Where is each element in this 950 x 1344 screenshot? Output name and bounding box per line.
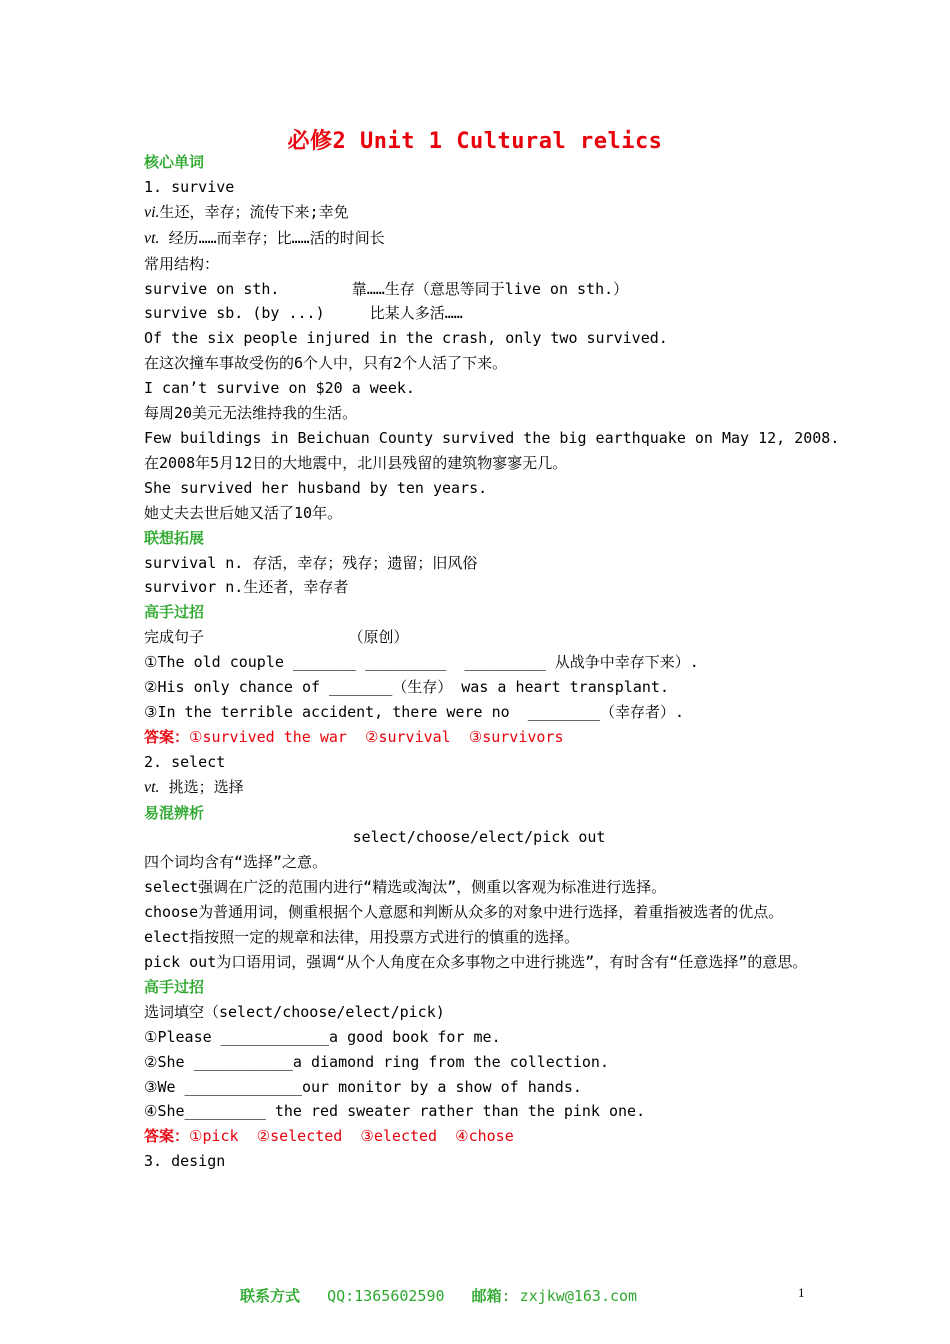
text-line bbox=[144, 1149, 814, 1174]
text-line bbox=[144, 575, 814, 600]
text-line bbox=[144, 476, 814, 501]
page-number: 1 bbox=[798, 1285, 805, 1300]
page-title: 必修2 Unit 1 Cultural relics bbox=[287, 129, 663, 154]
line-text: 每周20美元无法维持我的生活。 bbox=[144, 404, 358, 423]
text-line bbox=[144, 775, 814, 801]
answer-line bbox=[144, 1124, 814, 1149]
section-heading bbox=[144, 150, 814, 175]
part-of-speech: vt. bbox=[144, 229, 160, 247]
line-text: 核心单词 bbox=[144, 153, 205, 171]
text-line bbox=[144, 875, 814, 900]
text-line bbox=[144, 451, 814, 476]
footer-contact bbox=[240, 1285, 637, 1306]
line-text: 选词填空（select/choose/elect/pick) bbox=[144, 1002, 445, 1021]
line-text: survive on sth. 靠……生存（意思等同于live on sth.） bbox=[144, 279, 629, 298]
text-line bbox=[144, 501, 814, 526]
footer-email: : zxjkw@163.com bbox=[501, 1287, 638, 1305]
text-line bbox=[144, 226, 814, 252]
line-text: 2. select bbox=[144, 752, 226, 771]
line-text: She survived her husband by ten years. bbox=[144, 478, 488, 497]
line-text: ①Please ____________a good book for me. bbox=[144, 1027, 501, 1046]
line-text: 经历……而幸存；比……活的时间长 bbox=[159, 228, 385, 247]
line-text: 1. survive bbox=[144, 177, 235, 196]
line-text: survive sb. (by ...) 比某人多活…… bbox=[144, 304, 463, 323]
line-text: ①survived the war ②survival ③survivors bbox=[189, 727, 564, 746]
section-heading bbox=[144, 600, 814, 625]
text-line bbox=[144, 825, 814, 850]
text-line bbox=[144, 200, 814, 226]
part-of-speech: vt. bbox=[144, 778, 160, 796]
text-line bbox=[144, 426, 840, 451]
text-line bbox=[144, 551, 814, 576]
line-text: ②His only chance of _______（生存） was a heart transplant. bbox=[144, 678, 669, 697]
line-text: 高手过招 bbox=[144, 603, 205, 622]
text-line bbox=[144, 950, 814, 975]
line-text: survival n. 存活，幸存；残存；遗留；旧风俗 bbox=[144, 553, 478, 572]
line-text: Of the six people injured in the crash, only two survived. bbox=[144, 329, 668, 348]
text-line bbox=[144, 625, 814, 650]
line-text: ②She ___________a diamond ring from the collection. bbox=[144, 1052, 609, 1071]
line-text: pick out为口语用词，强调“从个人角度在众多事物之中进行挑选”，有时含有“任意选择”的意思。 bbox=[144, 953, 808, 971]
text-line bbox=[144, 1025, 814, 1050]
section-heading bbox=[144, 975, 814, 1000]
answer-label: 答案： bbox=[144, 727, 190, 746]
text-line bbox=[144, 850, 814, 875]
text-line bbox=[144, 301, 814, 326]
answer-label: 答案： bbox=[144, 1127, 190, 1146]
text-line bbox=[144, 1099, 814, 1124]
line-text: elect指按照一定的规章和法律，用投票方式进行的慎重的选择。 bbox=[144, 928, 580, 947]
line-text: Few buildings in Beichuan County survived the big earthquake on May 12, 2008. bbox=[144, 428, 840, 447]
line-text: ①pick ②selected ③elected ④chose bbox=[189, 1127, 514, 1146]
answer-line bbox=[144, 725, 814, 750]
text-line bbox=[144, 376, 814, 401]
line-text: 在2008年5月12日的大地震中，北川县残留的建筑物寥寥无几。 bbox=[144, 453, 568, 472]
line-text: choose为普通用词，侧重根据个人意愿和判断从众多的对象中进行选择，着重指被选者的优点。 bbox=[144, 903, 784, 922]
line-text: ③We _____________our monitor by a show of hands. bbox=[144, 1077, 582, 1096]
text-line bbox=[144, 1000, 814, 1025]
line-text: select强调在广泛的范围内进行“精选或淘汰”，侧重以客观为标准进行选择。 bbox=[144, 878, 667, 897]
footer-email-label: 邮箱 bbox=[471, 1287, 502, 1305]
text-line bbox=[144, 401, 814, 426]
line-text: survivor n.生还者，幸存者 bbox=[144, 578, 349, 597]
line-text: 3. design bbox=[144, 1152, 226, 1171]
line-text: 在这次撞车事故受伤的6个人中，只有2个人活了下来。 bbox=[144, 354, 508, 373]
text-line bbox=[144, 900, 814, 925]
line-text: 易混辨析 bbox=[144, 803, 205, 822]
line-text: 生还，幸存；流传下来;幸免 bbox=[159, 202, 349, 221]
line-text: ④She_________ the red sweater rather than the pink one. bbox=[144, 1102, 646, 1121]
line-text: select/choose/elect/pick out bbox=[352, 828, 606, 847]
line-text: ③In the terrible accident, there were no ________（幸存者）. bbox=[144, 702, 684, 721]
document-body bbox=[144, 150, 840, 1174]
text-line bbox=[144, 1050, 814, 1075]
text-line bbox=[144, 277, 814, 302]
section-heading bbox=[144, 801, 814, 826]
text-line bbox=[144, 1075, 814, 1100]
text-line bbox=[144, 252, 814, 277]
line-text: ①The old couple _______ _________ _________ 从战争中幸存下来）. bbox=[144, 653, 699, 672]
line-text: 她丈夫去世后她又活了10年。 bbox=[144, 503, 343, 522]
line-text: I can’t survive on $20 a week. bbox=[144, 379, 415, 398]
text-line bbox=[144, 675, 814, 700]
part-of-speech: vi. bbox=[144, 203, 160, 221]
text-line bbox=[144, 326, 814, 351]
line-text: 联想拓展 bbox=[144, 528, 205, 547]
line-text: 常用结构： bbox=[144, 254, 220, 273]
text-line bbox=[144, 175, 814, 200]
text-line bbox=[144, 750, 814, 775]
text-line bbox=[144, 650, 814, 675]
section-heading bbox=[144, 526, 814, 551]
text-line bbox=[144, 700, 814, 725]
line-text: 挑选；选择 bbox=[159, 777, 244, 796]
text-line bbox=[144, 925, 814, 950]
footer-qq: QQ:1365602590 bbox=[327, 1287, 445, 1305]
line-text: 四个词均含有“选择”之意。 bbox=[144, 853, 328, 872]
text-line bbox=[144, 351, 814, 376]
footer-contact-label: 联系方式 bbox=[240, 1287, 301, 1305]
line-text: 高手过招 bbox=[144, 977, 205, 996]
line-text: 完成句子 （原创） bbox=[144, 628, 409, 647]
